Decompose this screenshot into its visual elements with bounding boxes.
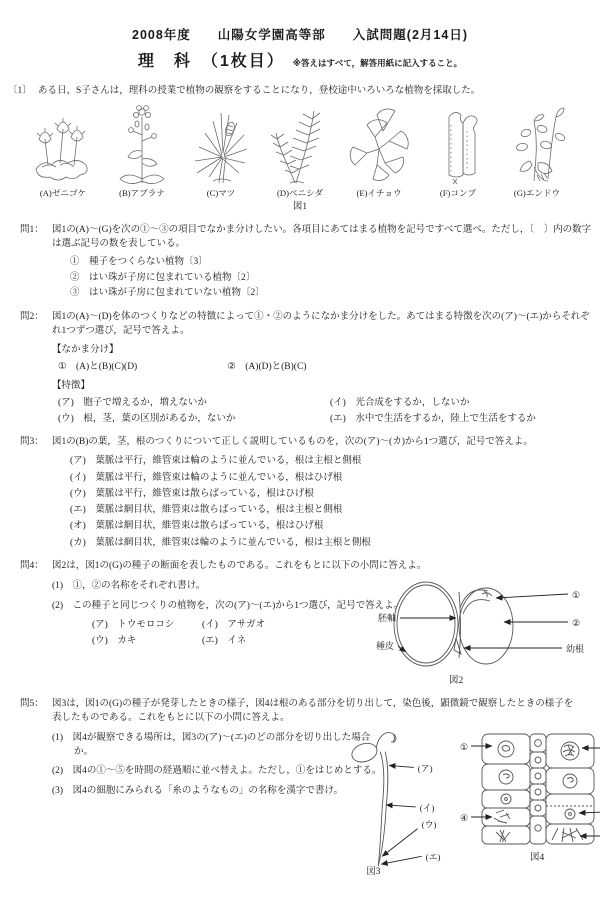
question-3-text: 図1の(B)の葉，茎，根のつくりについて正しく説明しているものを，次の(ア)～(カ)から1つ選び，記号で答えよ。 (52, 437, 533, 448)
plant-pine (184, 103, 258, 185)
plant-label-b: (B)アブラナ (119, 188, 165, 199)
seed-diagram (364, 570, 590, 688)
q3-option-i: (イ) 葉脈は平行，維管束は輪のように並んでいる，根はひげ根 (70, 472, 343, 483)
figure-3 (342, 726, 454, 882)
plant-drawing-rapeseed (112, 103, 172, 185)
question-2-label: 問2： (20, 312, 44, 323)
q3-option-ka: (カ) 葉脈は網目状，維管束は輪のように並んでいる，根は主根と側根 (70, 537, 371, 548)
figure-2-label-seed-coat: 種皮 (376, 641, 395, 652)
figure-3-caption: 図3 (366, 867, 381, 877)
figure-2-caption: 図2 (449, 676, 464, 687)
question-4-label: 問4： (20, 561, 44, 572)
plant-label-f: (F)コンブ (439, 188, 477, 199)
plant-label-d: (D)ベニシダ (277, 188, 323, 199)
question-2-text: 図1の(A)～(D)を体のつくりなどの特徴によって①・②のようになかま分けをした。あてはまる特徴を次の(ア)～(エ)からそれぞれ1つずつ選び，記号で答えよ。 (52, 312, 590, 336)
figure-4 (458, 720, 600, 878)
plant-kelp (421, 103, 495, 185)
q1-item-2: ② はい珠が子房に包まれている植物〔2〕 (70, 272, 256, 283)
figure-2 (364, 570, 590, 694)
q4-option-u: (ウ) カキ (92, 636, 137, 647)
figure-3-label-a: (ア) (417, 763, 433, 774)
plant-fern (263, 103, 337, 185)
figure-1-caption: 図1 (292, 201, 308, 212)
subject-title: 理 科 （1枚目） (137, 53, 285, 71)
section-number: 〔1〕 (8, 86, 32, 97)
plant-drawing-liverwort (30, 103, 96, 185)
q2-feature-header: 【特徴】 (52, 381, 91, 392)
q3-option-a: (ア) 葉脈は平行，維管束は輪のように並んでいる，根は主根と側根 (70, 456, 362, 467)
question-4-text: 図2は，図1の(G)の種子の断面を表したものである。これをもとに以下の小問に答えよ。 (52, 561, 427, 572)
plants-row (26, 103, 574, 185)
figure-3-label-i: (イ) (419, 803, 435, 814)
q2-group-2: ② (A)(D)と(B)(C) (227, 362, 307, 373)
q4-sub-2: (2) この種子と同じつくりの植物を，次の(ア)～(エ)から1つ選び，記号で答えよ。 (52, 600, 404, 611)
q4-option-a: (ア) トウモロコシ (92, 619, 175, 630)
plant-drawing-pea (504, 103, 570, 185)
q2-feature-i: (イ) 光合成をするか，しないか (330, 397, 470, 408)
question-1 (20, 224, 592, 301)
q1-item-3: ③ はい珠が子房に包まれていない植物〔2〕 (70, 288, 265, 299)
q5-sub-1: (1) 図4が観察できる場所は，図3の(ア)～(エ)のどの部分を切り出した場合か。 (52, 732, 371, 757)
plant-drawing-fern (268, 103, 332, 185)
question-1-label: 問1： (20, 225, 44, 236)
figure-4-label-4: ④ (460, 813, 469, 824)
q2-feature-a: (ア) 胞子で増えるか，増えないか (58, 397, 207, 408)
plant-labels-row (26, 185, 574, 199)
figure-4-caption: 図4 (530, 853, 545, 864)
exam-header (0, 0, 600, 73)
q2-group-1: ① (A)と(B)(C)(D) (58, 362, 138, 373)
question-4 (20, 560, 592, 688)
question-3 (20, 436, 592, 550)
question-1-items (70, 256, 592, 301)
q3-option-o: (オ) 葉脈は網目状，維管束は散らばっている，根はひげ根 (70, 521, 324, 532)
figure-2-label-2: ② (572, 618, 581, 629)
question-5-text: 図3は，図1の(G)の種子が発芽したときの様子，図4は根のある部分を切り出して，染色後，顕微鏡で観察したときの様子を表したものである。これをもとに以下の小問に答えよ。 (52, 699, 574, 724)
q2-features (58, 397, 592, 427)
figure-2-label-1: ① (572, 590, 581, 601)
q3-option-u: (ウ) 葉脈は平行，維管束は散らばっている，根はひげ根 (70, 488, 314, 499)
subject-note: ※答えはすべて，解答用紙に記入すること。 (292, 58, 463, 69)
seedling-diagram (342, 726, 454, 876)
figure-2-label-radicle: 幼根 (566, 644, 585, 655)
section-1-intro (8, 85, 592, 99)
plant-label-c: (C)マツ (206, 188, 236, 199)
question-1-text: 図1の(A)～(G)を次の①～③の項目でなかま分けしたい。各項目にあてはまる植物を記号ですべて選べ。ただし，〔 〕内の数字は選ぶ記号の数を表している。 (52, 225, 592, 250)
plant-liverwort (26, 103, 100, 185)
question-2 (20, 311, 592, 426)
q2-group-header: 【なかま分け】 (52, 344, 119, 355)
plant-label-e: (E)イチョウ (356, 188, 402, 199)
figure-2-label-hypocotyl: 胚軸 (378, 613, 397, 624)
exam-title-line: 2008年度 山陽女学園高等部 入試問題(2月14日) (132, 28, 468, 42)
plant-drawing-pine (189, 103, 253, 185)
question-3-options (70, 455, 592, 550)
root-cells-diagram (458, 720, 600, 872)
q3-option-e: (エ) 葉脈は網目状，維管束は散らばっている，根は主根と側根 (70, 505, 343, 516)
figure-3-label-u: (ウ) (421, 819, 437, 830)
q4-sub-1: (1) ①，②の名称をそれぞれ書け。 (52, 581, 206, 592)
q2-feature-e: (エ) 水中で生活をするか，陸上で生活をするか (330, 413, 536, 424)
plant-label-a: (A)ゼニゴケ (39, 188, 87, 199)
plant-drawing-ginkgo (344, 103, 414, 185)
q1-item-1: ① 種子をつくらない植物〔3〕 (70, 256, 208, 267)
plant-drawing-kelp (431, 103, 485, 185)
figure-3-label-e: (エ) (425, 852, 441, 863)
figure-4-label-1: ① (460, 742, 469, 753)
section-intro-text: ある日，S子さんは，理科の授業で植物の観察をすることになり，登校途中いろいろな植物を採取した。 (38, 86, 481, 97)
q4-option-i: (イ) アサガオ (202, 619, 266, 630)
q2-feature-u: (ウ) 根，茎，葉の区別があるか，ないか (58, 413, 236, 424)
question-3-label: 問3： (20, 437, 44, 448)
plant-ginkgo (342, 103, 416, 185)
q4-option-e: (エ) イネ (202, 636, 247, 647)
plant-rapeseed (105, 103, 179, 185)
q2-groups (58, 361, 592, 375)
plant-pea (500, 103, 574, 185)
figure-1 (26, 103, 574, 214)
q5-sub-2: (2) 図4の①～⑤を時間の経過順に並べ替えよ。ただし，①をはじめとする。 (52, 766, 382, 777)
plant-label-g: (G)エンドウ (513, 188, 561, 199)
question-5-label: 問5： (20, 699, 44, 710)
question-5 (20, 698, 592, 877)
q5-sub-3: (3) 図4の細胞にみられる「糸のようなもの」の名称を漢字で書け。 (52, 786, 343, 797)
